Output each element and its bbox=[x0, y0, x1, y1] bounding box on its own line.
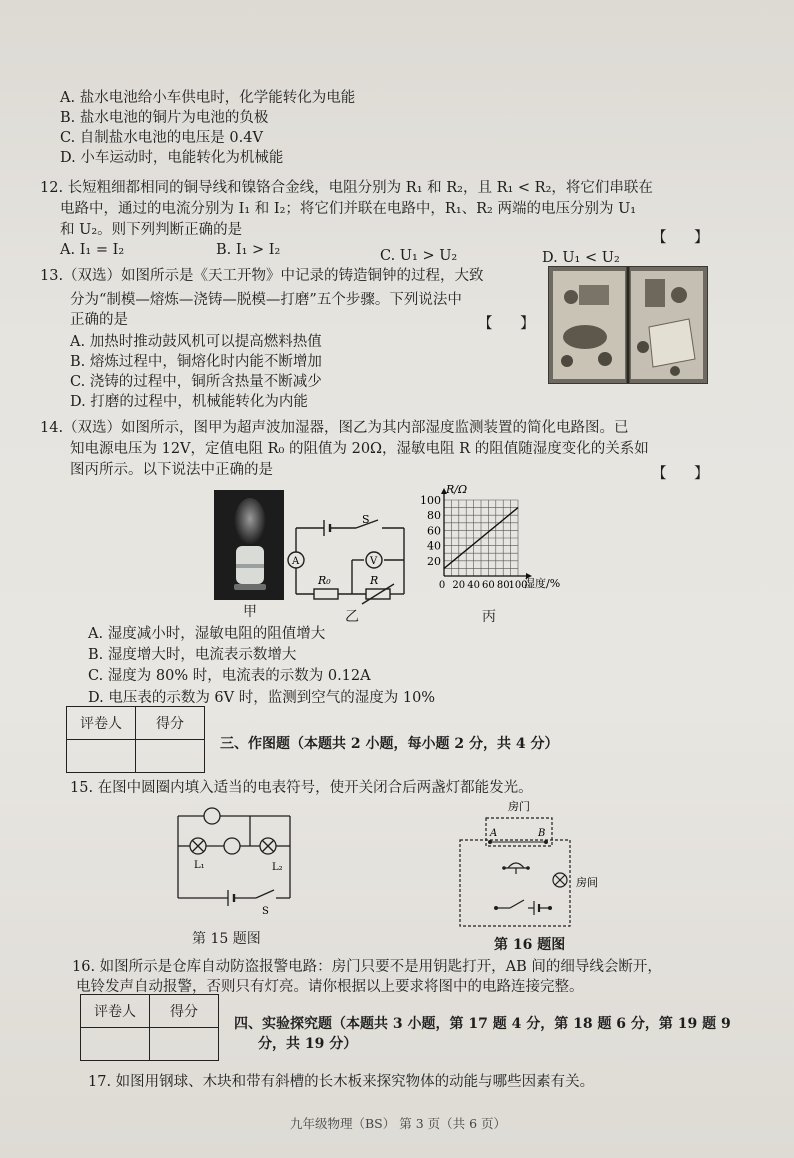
chart-y-tick-label: 60 bbox=[427, 524, 441, 538]
q14-option-c: C. 湿度为 80% 时，电流表的示数为 0.12A bbox=[88, 668, 371, 684]
humidity-circuit-diagram bbox=[286, 510, 412, 610]
q15-circuit-diagram bbox=[170, 800, 320, 918]
q17-stem: 17. 如图用钢球、木块和带有斜槽的长木板来探究物体的动能与哪些因素有关。 bbox=[88, 1074, 595, 1090]
q12-stem-line3: 和 U₂。则下列判断正确的是 bbox=[60, 222, 243, 238]
chart-x-tick-label: 0 bbox=[438, 580, 446, 591]
q16-stem-line2: 电铃发声自动报警，否则只有灯亮。请你根据以上要求将图中的电路连接完整。 bbox=[76, 979, 584, 995]
q12-stem-line2: 电路中，通过的电流分别为 I₁ 和 I₂；将它们并联在电路中，R₁、R₂ 两端的电压分别为 U₁ bbox=[60, 201, 637, 217]
q11-option-d: D. 小车运动时，电能转化为机械能 bbox=[60, 150, 284, 166]
q15-figure-caption: 第 15 题图 bbox=[192, 931, 261, 947]
point-a-label: A bbox=[490, 828, 498, 839]
section4-heading-line2: 分，共 19 分） bbox=[258, 1036, 358, 1052]
reviewer-cell[interactable] bbox=[81, 1028, 150, 1061]
q14-option-b: B. 湿度增大时，电流表示数增大 bbox=[88, 647, 297, 663]
chart-y-ticks bbox=[420, 494, 441, 568]
lamp-l1-label: L₁ bbox=[194, 860, 205, 871]
q15-stem: 15. 在图中圆圈内填入适当的电表符号，使开关闭合后两盏灯都能发光。 bbox=[70, 780, 533, 796]
q13-option-a: A. 加热时推动鼓风机可以提高燃料热值 bbox=[70, 334, 322, 350]
q12-stem-line1: 12. 长短粗细都相同的铜导线和镍铬合金线，电阻分别为 R₁ 和 R₂，且 R₁ < R₂，将它们串联在 bbox=[40, 180, 653, 196]
chart-y-tick-label: 40 bbox=[427, 539, 441, 553]
room-label: 房间 bbox=[576, 876, 598, 889]
q12-option-b: B. I₁ > I₂ bbox=[216, 242, 281, 258]
q13-stem-line2: 分为“制模—熔炼—浇铸—脱模—打磨”五个步骤。下列说法中 bbox=[70, 292, 462, 308]
q13-stem-line3: 正确的是 bbox=[70, 312, 128, 328]
voltmeter-symbol: V bbox=[370, 556, 378, 567]
lamp-l2-label: L₂ bbox=[272, 862, 283, 873]
r0-label: R₀ bbox=[318, 574, 331, 587]
q11-option-b: B. 盐水电池的铜片为电池的负极 bbox=[60, 110, 269, 126]
chart-y-tick-label: 80 bbox=[427, 509, 441, 523]
reviewer-header: 评卷人 bbox=[67, 707, 136, 740]
q12-answer-bracket: 【 】 bbox=[652, 230, 709, 246]
score-table-section4 bbox=[80, 994, 219, 1061]
q14-stem-line3: 图丙所示。以下说法中正确的是 bbox=[70, 462, 273, 478]
tiangong-kaiwu-illustration bbox=[548, 266, 708, 384]
reviewer-cell[interactable] bbox=[67, 740, 136, 773]
resistance-humidity-chart bbox=[418, 480, 578, 610]
q13-answer-bracket: 【 】 bbox=[478, 316, 535, 332]
chart-x-tick-label: 100 bbox=[508, 580, 528, 591]
point-b-label: B bbox=[538, 828, 546, 839]
q16-alarm-circuit-diagram bbox=[450, 796, 610, 936]
q13-option-b: B. 熔炼过程中，铜熔化时内能不断增加 bbox=[70, 354, 322, 370]
q14-stem-line2: 知电源电压为 12V，定值电阻 R₀ 的阻值为 20Ω，湿敏电阻 R 的阻值随湿度变化的关系如 bbox=[70, 441, 649, 457]
q12-option-c: C. U₁ > U₂ bbox=[380, 248, 458, 264]
q11-option-c: C. 自制盐水电池的电压是 0.4V bbox=[60, 130, 263, 146]
chart-x-axis-label: 湿度/% bbox=[524, 577, 561, 590]
q14-stem-line1: 14.（双选）如图所示，图甲为超声波加湿器，图乙为其内部湿度监测装置的简化电路图。已 bbox=[40, 420, 629, 436]
section3-heading: 三、作图题（本题共 2 小题，每小题 2 分，共 4 分） bbox=[220, 736, 559, 752]
score-cell[interactable] bbox=[150, 1028, 219, 1061]
chart-y-tick-label: 20 bbox=[427, 554, 441, 568]
fig-jia-label: 甲 bbox=[243, 604, 257, 620]
humidifier-photo bbox=[214, 490, 284, 600]
chart-x-ticks bbox=[439, 580, 528, 591]
q14-option-d: D. 电压表的示数为 6V 时，监测到空气的湿度为 10% bbox=[88, 690, 436, 706]
q13-option-c: C. 浇铸的过程中，铜所含热量不断减少 bbox=[70, 374, 322, 390]
q13-stem-line1: 13.（双选）如图所示是《天工开物》中记录的铸造铜钟的过程，大致 bbox=[40, 268, 484, 284]
chart-x-tick-label: 80 bbox=[496, 580, 510, 591]
q11-option-a: A. 盐水电池给小车供电时，化学能转化为电能 bbox=[60, 90, 356, 106]
ammeter-symbol: A bbox=[292, 556, 300, 567]
r-label: R bbox=[370, 574, 379, 587]
q16-stem-line1: 16. 如图所示是仓库自动防盗报警电路：房门只要不是用钥匙打开，AB 间的细导线会断开， bbox=[72, 959, 662, 975]
q14-option-a: A. 湿度减小时，湿敏电阻的阻值增大 bbox=[88, 626, 326, 642]
q14-answer-bracket: 【 】 bbox=[652, 466, 709, 482]
score-cell[interactable] bbox=[136, 740, 205, 773]
chart-x-tick-label: 60 bbox=[482, 580, 495, 591]
chart-y-axis-label: R/Ω bbox=[446, 483, 468, 496]
q12-option-d: D. U₁ < U₂ bbox=[542, 250, 620, 266]
fig-yi-label: 乙 bbox=[345, 609, 359, 625]
chart-y-tick-label: 100 bbox=[420, 494, 441, 507]
section4-heading-line1: 四、实验探究题（本题共 3 小题，第 17 题 4 分，第 18 题 6 分，第 19 题 9 bbox=[234, 1016, 731, 1032]
q13-option-d: D. 打磨的过程中，机械能转化为内能 bbox=[70, 394, 308, 410]
score-table-section3 bbox=[66, 706, 205, 773]
score-header: 得分 bbox=[150, 995, 219, 1028]
chart-x-tick-label: 40 bbox=[467, 580, 480, 591]
page-footer: 九年级物理（BS） 第 3 页（共 6 页） bbox=[290, 1116, 507, 1131]
fig-bing-label: 丙 bbox=[482, 609, 496, 625]
q12-option-a: A. I₁ = I₂ bbox=[60, 242, 125, 258]
score-header: 得分 bbox=[136, 707, 205, 740]
q15-switch-label: S bbox=[262, 906, 269, 917]
q16-figure-caption: 第 16 题图 bbox=[494, 937, 566, 953]
door-label: 房门 bbox=[508, 800, 530, 813]
switch-label: S bbox=[362, 513, 370, 526]
reviewer-header: 评卷人 bbox=[81, 995, 150, 1028]
chart-x-tick-label: 20 bbox=[452, 580, 466, 591]
